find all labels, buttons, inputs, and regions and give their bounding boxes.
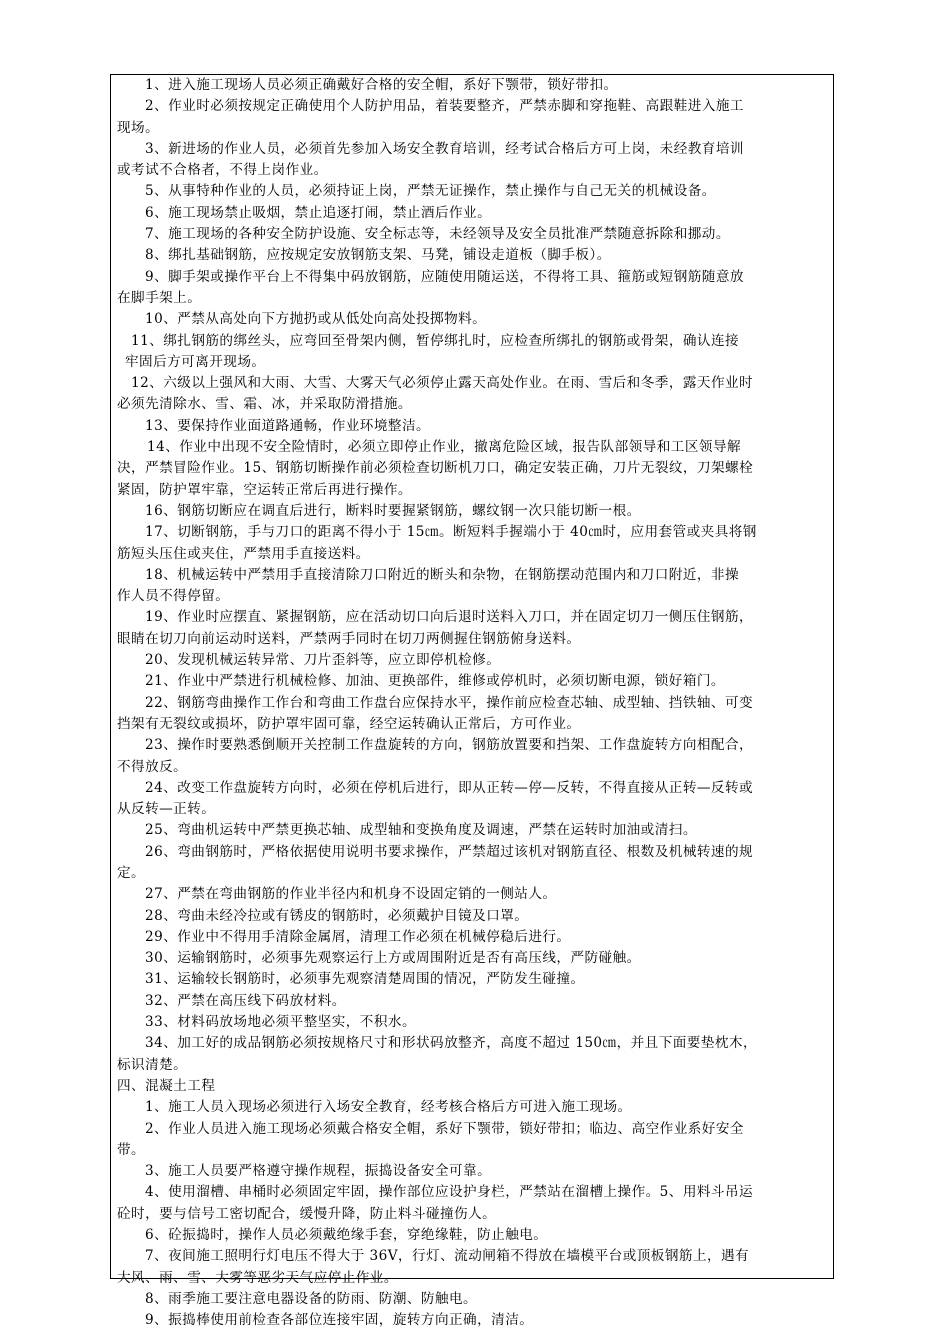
- rule-line: 14、作业中出现不安全险情时，必须立即停止作业，撤离危险区域，报告队部领导和工区领导解: [147, 439, 741, 456]
- rule-line: 27、严禁在弯曲钢筋的作业半径内和机身不设固定销的一侧站人。: [145, 886, 557, 903]
- rule-line: 6、施工现场禁止吸烟，禁止追逐打闹，禁止酒后作业。: [145, 204, 492, 221]
- section-heading: 四、混凝土工程: [117, 1077, 216, 1094]
- rule-line: 33、材料码放场地必须平整坚实，不积水。: [145, 1014, 416, 1031]
- rule-line: 10、严禁从高处向下方抛扔或从低处向高处投掷物料。: [145, 311, 487, 328]
- rule-line: 6、砼振捣时，操作人员必须戴绝缘手套，穿绝缘鞋，防止触电。: [145, 1227, 548, 1244]
- rule-line: 17、切断钢筋，手与刀口的距离不得小于 15㎝。断短料手握端小于 40㎝时，应用套管或夹具将钢: [145, 524, 757, 541]
- rule-line: 3、施工人员要严格遵守操作规程，振捣设备安全可靠。: [145, 1163, 492, 1180]
- rule-line-cont: 或考试不合格者，不得上岗作业。: [117, 162, 328, 179]
- rule-line-cont: 大风、雨、雪、大雾等恶劣天气应停止作业。: [117, 1269, 398, 1286]
- rule-line-cont: 砼时，要与信号工密切配合，缓慢升降，防止料斗碰撞伤人。: [117, 1205, 497, 1222]
- rule-line: 1、进入施工现场人员必须正确戴好合格的安全帽，系好下颚带，锁好带扣。: [145, 77, 618, 93]
- rule-line: 2、作业时必须按规定正确使用个人防护用品，着装要整齐，严禁赤脚和穿拖鞋、高跟鞋进入施工: [145, 98, 744, 115]
- rule-line-cont: 决，严禁冒险作业。15、钢筋切断操作前必须检查切断机刀口，确定安装正确，刀片无裂纹，刀架螺栓: [117, 460, 754, 477]
- rule-line-cont: 在脚手架上。: [117, 289, 202, 306]
- rule-line: 18、机械运转中严禁用手直接清除刀口附近的断头和杂物，在钢筋摆动范围内和刀口附近，非操: [145, 566, 739, 583]
- rule-line: 22、钢筋弯曲操作工作台和弯曲工作盘台应保持水平，操作前应检查芯轴、成型轴、挡铁轴、可变: [145, 694, 754, 711]
- rule-line: 12、六级以上强风和大雨、大雪、大雾天气必须停止露天高处作业。在雨、雪后和冬季，露天作业时: [131, 375, 754, 392]
- rule-line-cont: 带。: [117, 1141, 146, 1158]
- rule-line-cont: 牢固后方可离开现场。: [125, 353, 266, 370]
- rule-line: 8、雨季施工要注意电器设备的防雨、防潮、防触电。: [145, 1290, 478, 1307]
- rule-line: 2、作业人员进入施工现场必须戴合格安全帽，系好下颚带，锁好带扣；临边、高空作业系好安全: [145, 1120, 744, 1137]
- document-frame: [110, 74, 834, 1329]
- rule-line: 11、绑扎钢筋的绑丝头，应弯回至骨架内侧，暂停绑扎时，应检查所绑扎的钢筋或骨架，确认连接: [131, 332, 740, 349]
- rule-line-cont: 挡架有无裂纹或损坏，防护罩牢固可靠，经空运转确认正常后，方可作业。: [117, 715, 581, 732]
- rule-line-cont: 不得放反。: [117, 758, 188, 775]
- rule-line: 25、弯曲机运转中严禁更换芯轴、成型轴和变换角度及调速，严禁在运转时加油或清扫。: [145, 822, 697, 839]
- rule-line-cont: 必须先清除水、雪、霜、冰，并采取防滑措施。: [117, 396, 412, 413]
- rule-line: 26、弯曲钢筋时，严格依据使用说明书要求操作，严禁超过该机对钢筋直径、根数及机械转速的规: [145, 843, 754, 860]
- rule-line: 4、使用溜槽、串桶时必须固定牢固，操作部位应设护身栏，严禁站在溜槽上操作。5、用料斗吊运: [145, 1184, 754, 1201]
- rule-line: 9、振捣棒使用前检查各部位连接牢固，旋转方向正确，清洁。: [145, 1312, 534, 1329]
- rule-line: 24、改变工作盘旋转方向时，必须在停机后进行，即从正转—停—反转，不得直接从正转—反转或: [145, 779, 754, 796]
- rule-line-cont: 紧固，防护罩牢靠，空运转正常后再进行操作。: [117, 481, 412, 498]
- rule-line: 21、作业中严禁进行机械检修、加油、更换部件，维修或停机时，必须切断电源，锁好箱门。: [145, 673, 725, 690]
- rule-line: 3、新进场的作业人员，必须首先参加入场安全教育培训，经考试合格后方可上岗，未经教育培训: [145, 140, 744, 157]
- rule-line: 7、施工现场的各种安全防护设施、安全标志等，未经领导及安全员批准严禁随意拆除和挪动。: [145, 226, 730, 243]
- rule-line-cont: 标识清楚。: [117, 1056, 188, 1073]
- rule-line: 13、要保持作业面道路通畅，作业环境整洁。: [145, 417, 431, 434]
- rule-line: 32、严禁在高压线下码放材料。: [145, 992, 346, 1009]
- rule-line: 19、作业时应摆直、紧握钢筋，应在活动切口向后退时送料入刀口，并在固定切刀一侧压住钢筋，: [145, 609, 754, 626]
- rule-line: 16、钢筋切断应在调直后进行，断料时要握紧钢筋，螺纹钢一次只能切断一根。: [145, 502, 641, 519]
- rule-line-cont: 定。: [117, 864, 146, 881]
- document-body: [117, 75, 827, 1332]
- rule-line: 7、夜间施工照明行灯电压不得大于 36V，行灯、流动闸箱不得放在墙模平台或顶板钢筋上，遇有: [145, 1248, 750, 1265]
- rule-line: 28、弯曲未经冷拉或有锈皮的钢筋时，必须戴护目镜及口罩。: [145, 907, 529, 924]
- rule-line: 23、操作时要熟悉倒顺开关控制工作盘旋转的方向，钢筋放置要和挡架、工作盘旋转方向相配合，: [145, 737, 754, 754]
- rule-line: 30、运输钢筋时，必须事先观察运行上方或周围附近是否有高压线，严防碰触。: [145, 950, 641, 967]
- rule-line-cont: 眼睛在切刀向前运动时送料，严禁两手同时在切刀两侧握住钢筋俯身送料。: [117, 630, 581, 647]
- rule-line-cont: 作人员不得停留。: [117, 588, 230, 605]
- rule-line: 29、作业中不得用手清除金属屑，清理工作必须在机械停稳后进行。: [145, 928, 571, 945]
- rule-line: 8、绑扎基础钢筋，应按规定安放钢筋支架、马凳，铺设走道板（脚手板）。: [145, 247, 611, 264]
- rule-line: 31、运输较长钢筋时，必须事先观察清楚周围的情况，严防发生碰撞。: [145, 971, 585, 988]
- rule-line-cont: 现场。: [117, 119, 160, 136]
- rule-line: 9、脚手架或操作平台上不得集中码放钢筋，应随使用随运送，不得将工具、箍筋或短钢筋随意放: [145, 268, 744, 285]
- rule-line: 34、加工好的成品钢筋必须按规格尺寸和形状码放整齐，高度不超过 150㎝，并且下面要垫枕木，: [145, 1035, 758, 1052]
- rule-line: 20、发现机械运转异常、刀片歪斜等，应立即停机检修。: [145, 652, 501, 669]
- rule-line-cont: 从反转—正转。: [117, 801, 216, 818]
- rule-line: 5、从事特种作业的人员，必须持证上岗，严禁无证操作，禁止操作与自己无关的机械设备。: [145, 183, 716, 200]
- rule-line-cont: 筋短头压住或夹住，严禁用手直接送料。: [117, 545, 370, 562]
- rule-line: 1、施工人员入现场必须进行入场安全教育，经考核合格后方可进入施工现场。: [145, 1099, 632, 1116]
